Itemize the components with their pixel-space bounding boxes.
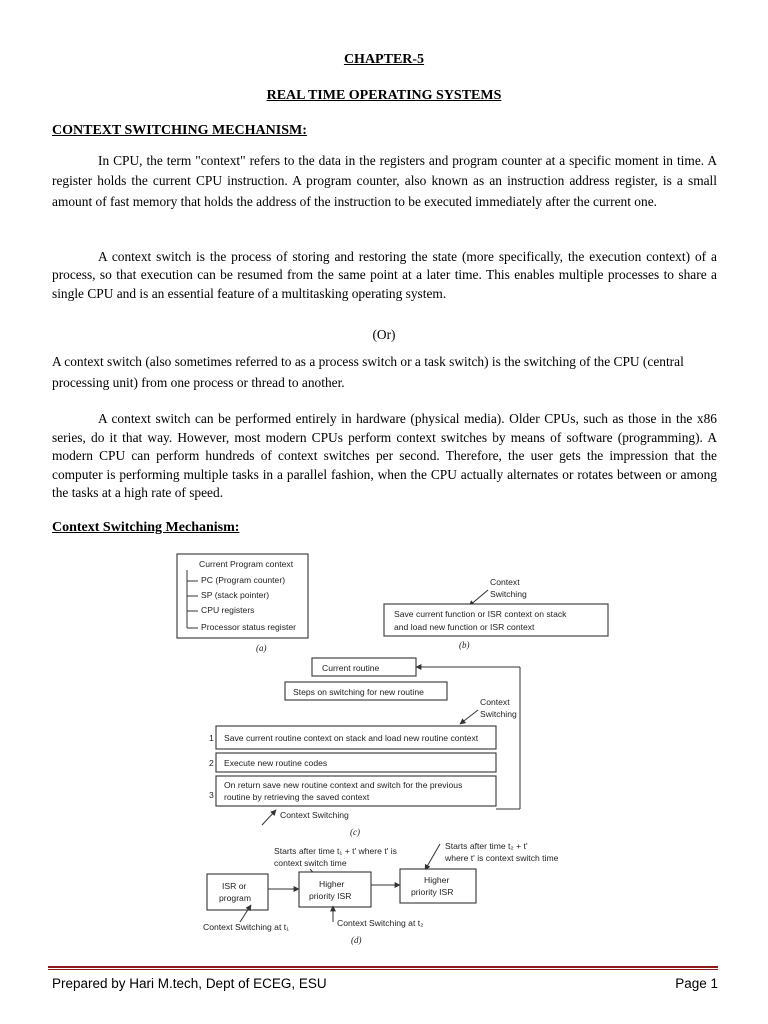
figure-a-title: Current Program context <box>199 559 294 569</box>
figure-b <box>384 577 608 650</box>
section-heading-mechanism: Context Switching Mechanism: <box>52 520 240 535</box>
figure-d-higher2-line-2: priority ISR <box>411 887 454 897</box>
footer-author: Prepared by Hari M.tech, Dept of ECEG, ESU <box>52 976 327 991</box>
context-switching-figure <box>0 548 768 952</box>
chapter-title: REAL TIME OPERATING SYSTEMS <box>266 88 502 103</box>
or-separator: (Or) <box>372 327 396 342</box>
figure-c-step1-number: 1 <box>209 733 214 743</box>
chapter-label: CHAPTER-5 <box>343 52 425 67</box>
figure-c-caption: (c) <box>350 827 360 837</box>
figure-b-label-2: Switching <box>490 589 527 599</box>
figure-d-isr-box <box>207 874 268 910</box>
figure-d-higher1-box <box>299 872 371 907</box>
figure-a <box>177 554 308 653</box>
figure-c <box>209 658 520 837</box>
figure-d <box>203 841 559 945</box>
figure-b-caption: (b) <box>459 640 470 650</box>
footer-page-number: Page 1 <box>675 976 718 991</box>
figure-a-item-pc: PC (Program counter) <box>201 575 286 585</box>
figure-d-isr-line-1: ISR or <box>222 881 247 891</box>
figure-c-step1: Save current routine context on stack and load new routine context <box>224 733 479 743</box>
figure-a-item-sp: SP (stack pointer) <box>201 590 270 600</box>
figure-d-starts1-line-2: context switch time <box>274 858 347 868</box>
figure-c-step3-line-1: On return save new routine context and switch for the previous <box>224 780 463 790</box>
figure-c-bottom-label: Context Switching <box>280 810 349 820</box>
figure-d-caption: (d) <box>351 935 362 945</box>
figure-a-item-status: Processor status register <box>201 622 297 632</box>
paragraph-context-switch: A context switch is the process of storing and restoring the state (more specifically, the execution context) of a process, so that execution can be resumed from the same point at a later time. This enables multiple processes to share a single CPU and is an essential feature of a multitasking operating system. <box>52 249 717 301</box>
figure-d-cs-t2: Context Switching at t₂ <box>337 918 424 928</box>
paragraph-alternate-definition: A context switch (also sometimes referred to as a process switch or a task switch) is the switching of the CPU (central processing unit) from one process or thread to another. <box>52 354 684 390</box>
figure-c-step3-number: 3 <box>209 790 214 800</box>
figure-d-starts1-line-1: Starts after time t₁ + t' where t' is <box>274 846 397 856</box>
footer-rule-thin <box>48 969 718 970</box>
footer-rule-thick <box>48 966 718 968</box>
figure-b-box-line-1: Save current function or ISR context on stack <box>394 609 567 619</box>
figure-c-current-routine: Current routine <box>322 663 380 673</box>
figure-d-higher1-line-1: Higher <box>319 879 345 889</box>
figure-b-label-1: Context <box>490 577 520 587</box>
figure-c-step3-line-2: routine by retrieving the saved context <box>224 792 370 802</box>
figure-d-starts2-line-1: Starts after time t₂ + t' <box>445 841 528 851</box>
figure-d-higher1-line-2: priority ISR <box>309 891 352 901</box>
figure-c-label-1: Context <box>480 697 510 707</box>
figure-b-box-line-2: and load new function or ISR context <box>394 622 535 632</box>
figure-d-higher2-line-1: Higher <box>424 875 450 885</box>
figure-a-item-registers: CPU registers <box>201 605 255 615</box>
paragraph-context-definition: In CPU, the term "context" refers to the data in the registers and program counter at a specific moment in time. A register holds the current CPU instruction. A program counter, also known as an instruction address register, is a small amount of fast memory that holds the address of the instruction to be executed immediately after the current one. <box>52 153 717 209</box>
figure-d-cs-t1: Context Switching at t₁ <box>203 922 290 932</box>
paragraph-hardware-software: A context switch can be performed entirely in hardware (physical media). Older CPUs, such as those in the x86 series, do it that way. However, most modern CPUs perform context switches by means of software (programming). A modern CPU can perform hundreds of context switches per second. Therefore, the user gets the impression that the computer is performing multiple tasks in a parallel fashion, when the CPU actually alternates or rotates between or among the tasks at a high rate of speed. <box>52 411 717 501</box>
figure-c-steps: Steps on switching for new routine <box>293 687 424 697</box>
figure-c-label-2: Switching <box>480 709 517 719</box>
figure-d-isr-line-2: program <box>219 893 251 903</box>
figure-c-step2-number: 2 <box>209 758 214 768</box>
figure-d-starts2-line-2: where t' is context switch time <box>445 853 559 863</box>
figure-c-step2: Execute new routine codes <box>224 758 328 768</box>
section-heading-context-switching: CONTEXT SWITCHING MECHANISM: <box>52 123 307 138</box>
figure-a-caption: (a) <box>256 643 267 653</box>
